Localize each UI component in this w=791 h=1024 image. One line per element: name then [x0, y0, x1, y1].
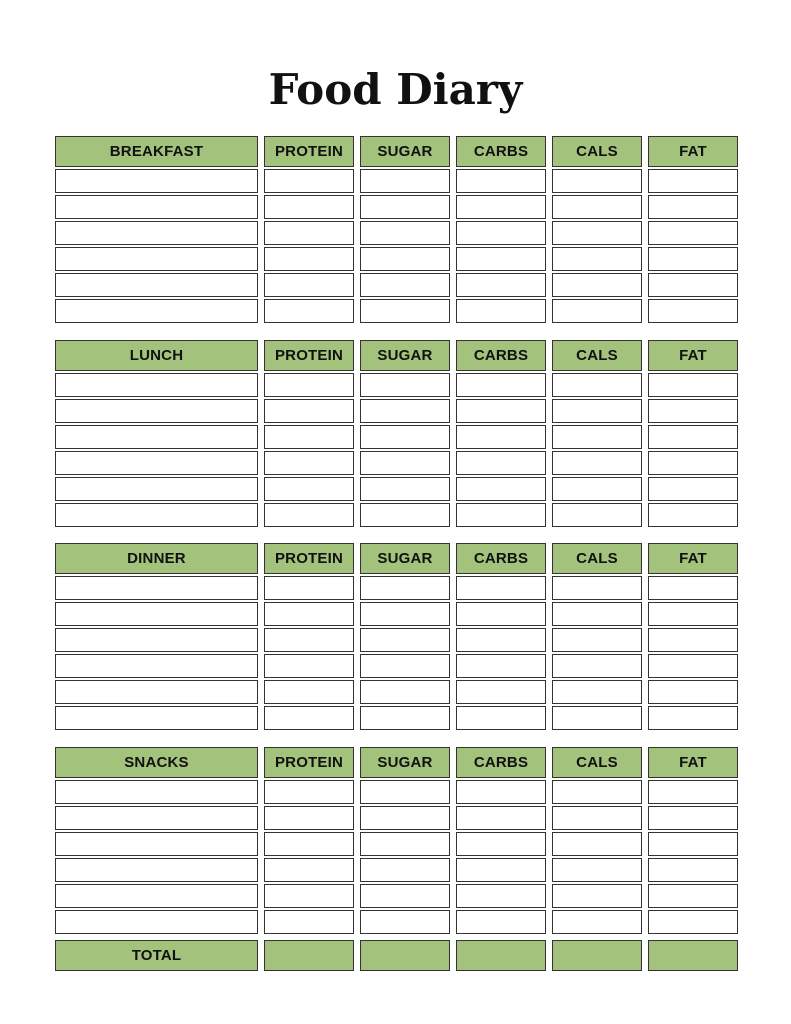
table-row: [55, 503, 738, 529]
carbs-cell[interactable]: [456, 503, 546, 527]
fat-cell[interactable]: [648, 273, 738, 297]
food-item-cell[interactable]: [55, 654, 258, 678]
protein-cell[interactable]: [264, 832, 354, 856]
fat-cell[interactable]: [648, 169, 738, 193]
fat-cell[interactable]: [648, 503, 738, 527]
cals-cell[interactable]: [552, 221, 642, 245]
meal-label: DINNER: [55, 543, 258, 574]
cals-cell[interactable]: [552, 299, 642, 323]
cals-cell[interactable]: [552, 706, 642, 730]
cals-cell[interactable]: [552, 602, 642, 626]
carbs-cell[interactable]: [456, 806, 546, 830]
carbs-cell[interactable]: [456, 910, 546, 934]
protein-cell[interactable]: [264, 425, 354, 449]
cals-cell[interactable]: [552, 273, 642, 297]
protein-cell[interactable]: [264, 273, 354, 297]
fat-cell[interactable]: [648, 477, 738, 501]
sugar-cell[interactable]: [360, 195, 450, 219]
column-header-carbs: CARBS: [456, 340, 546, 371]
fat-cell[interactable]: [648, 858, 738, 882]
cals-cell[interactable]: [552, 628, 642, 652]
food-item-cell[interactable]: [55, 425, 258, 449]
fat-cell[interactable]: [648, 247, 738, 271]
fat-cell[interactable]: [648, 884, 738, 908]
cals-cell[interactable]: [552, 858, 642, 882]
carbs-cell[interactable]: [456, 576, 546, 600]
total-row: [55, 940, 738, 971]
meal-section-breakfast: [55, 136, 738, 325]
sugar-cell[interactable]: [360, 399, 450, 423]
fat-cell[interactable]: [648, 425, 738, 449]
section-header-row: [55, 543, 738, 574]
table-row: [55, 576, 738, 602]
table-row: [55, 399, 738, 425]
food-item-cell[interactable]: [55, 576, 258, 600]
fat-cell[interactable]: [648, 780, 738, 804]
cals-cell[interactable]: [552, 806, 642, 830]
protein-cell[interactable]: [264, 654, 354, 678]
food-item-cell[interactable]: [55, 628, 258, 652]
sugar-cell[interactable]: [360, 169, 450, 193]
table-row: [55, 780, 738, 806]
cals-cell[interactable]: [552, 399, 642, 423]
sugar-cell[interactable]: [360, 373, 450, 397]
food-item-cell[interactable]: [55, 910, 258, 934]
carbs-cell[interactable]: [456, 780, 546, 804]
meal-section-snacks: [55, 747, 738, 936]
fat-cell[interactable]: [648, 680, 738, 704]
carbs-cell[interactable]: [456, 195, 546, 219]
column-header-carbs: CARBS: [456, 136, 546, 167]
column-header-cals: CALS: [552, 747, 642, 778]
column-header-carbs: CARBS: [456, 747, 546, 778]
carbs-cell[interactable]: [456, 399, 546, 423]
cals-cell[interactable]: [552, 425, 642, 449]
section-header-row: [55, 136, 738, 167]
fat-cell[interactable]: [648, 299, 738, 323]
protein-cell[interactable]: [264, 503, 354, 527]
column-header-fat: FAT: [648, 136, 738, 167]
sugar-cell[interactable]: [360, 680, 450, 704]
food-item-cell[interactable]: [55, 884, 258, 908]
food-item-cell[interactable]: [55, 477, 258, 501]
cals-cell[interactable]: [552, 195, 642, 219]
cals-cell[interactable]: [552, 884, 642, 908]
table-row: [55, 806, 738, 832]
table-row: [55, 628, 738, 654]
sugar-cell[interactable]: [360, 425, 450, 449]
cals-cell[interactable]: [552, 503, 642, 527]
carbs-cell[interactable]: [456, 373, 546, 397]
food-item-cell[interactable]: [55, 832, 258, 856]
fat-cell[interactable]: [648, 602, 738, 626]
page-title: Food Diary: [268, 65, 523, 114]
fat-cell[interactable]: [648, 451, 738, 475]
table-row: [55, 299, 738, 325]
carbs-cell[interactable]: [456, 169, 546, 193]
food-item-cell[interactable]: [55, 169, 258, 193]
meal-label: SNACKS: [55, 747, 258, 778]
carbs-cell[interactable]: [456, 451, 546, 475]
food-item-cell[interactable]: [55, 373, 258, 397]
carbs-cell[interactable]: [456, 221, 546, 245]
cals-cell[interactable]: [552, 654, 642, 678]
carbs-cell[interactable]: [456, 602, 546, 626]
food-item-cell[interactable]: [55, 680, 258, 704]
fat-cell[interactable]: [648, 910, 738, 934]
carbs-cell[interactable]: [456, 706, 546, 730]
food-item-cell[interactable]: [55, 706, 258, 730]
total-sugar-cell[interactable]: [360, 940, 450, 971]
sugar-cell[interactable]: [360, 477, 450, 501]
section-header-row: [55, 747, 738, 778]
protein-cell[interactable]: [264, 706, 354, 730]
food-item-cell[interactable]: [55, 602, 258, 626]
sugar-cell[interactable]: [360, 628, 450, 652]
cals-cell[interactable]: [552, 247, 642, 271]
meal-section-lunch: [55, 340, 738, 529]
food-item-cell[interactable]: [55, 399, 258, 423]
sugar-cell[interactable]: [360, 654, 450, 678]
protein-cell[interactable]: [264, 910, 354, 934]
table-row: [55, 680, 738, 706]
total-label: TOTAL: [55, 940, 258, 971]
table-row: [55, 858, 738, 884]
table-row: [55, 425, 738, 451]
carbs-cell[interactable]: [456, 680, 546, 704]
column-header-protein: PROTEIN: [264, 747, 354, 778]
food-item-cell[interactable]: [55, 195, 258, 219]
sugar-cell[interactable]: [360, 858, 450, 882]
column-header-protein: PROTEIN: [264, 543, 354, 574]
section-header-row: [55, 340, 738, 371]
table-row: [55, 706, 738, 732]
sugar-cell[interactable]: [360, 221, 450, 245]
cals-cell[interactable]: [552, 680, 642, 704]
carbs-cell[interactable]: [456, 832, 546, 856]
column-header-carbs: CARBS: [456, 543, 546, 574]
column-header-protein: PROTEIN: [264, 136, 354, 167]
protein-cell[interactable]: [264, 195, 354, 219]
fat-cell[interactable]: [648, 806, 738, 830]
food-item-cell[interactable]: [55, 503, 258, 527]
sugar-cell[interactable]: [360, 503, 450, 527]
cals-cell[interactable]: [552, 576, 642, 600]
fat-cell[interactable]: [648, 221, 738, 245]
meal-label: BREAKFAST: [55, 136, 258, 167]
protein-cell[interactable]: [264, 477, 354, 501]
protein-cell[interactable]: [264, 373, 354, 397]
column-header-cals: CALS: [552, 543, 642, 574]
total-protein-cell[interactable]: [264, 940, 354, 971]
table-row: [55, 451, 738, 477]
table-row: [55, 910, 738, 936]
column-header-cals: CALS: [552, 136, 642, 167]
food-item-cell[interactable]: [55, 858, 258, 882]
table-row: [55, 169, 738, 195]
cals-cell[interactable]: [552, 910, 642, 934]
protein-cell[interactable]: [264, 806, 354, 830]
table-row: [55, 373, 738, 399]
cals-cell[interactable]: [552, 477, 642, 501]
sugar-cell[interactable]: [360, 299, 450, 323]
protein-cell[interactable]: [264, 884, 354, 908]
fat-cell[interactable]: [648, 654, 738, 678]
food-item-cell[interactable]: [55, 806, 258, 830]
sugar-cell[interactable]: [360, 451, 450, 475]
carbs-cell[interactable]: [456, 247, 546, 271]
cals-cell[interactable]: [552, 780, 642, 804]
sugar-cell[interactable]: [360, 273, 450, 297]
cals-cell[interactable]: [552, 832, 642, 856]
sugar-cell[interactable]: [360, 884, 450, 908]
carbs-cell[interactable]: [456, 299, 546, 323]
protein-cell[interactable]: [264, 858, 354, 882]
sugar-cell[interactable]: [360, 832, 450, 856]
column-header-fat: FAT: [648, 340, 738, 371]
sugar-cell[interactable]: [360, 780, 450, 804]
protein-cell[interactable]: [264, 299, 354, 323]
sugar-cell[interactable]: [360, 602, 450, 626]
table-row: [55, 654, 738, 680]
meal-section-dinner: [55, 543, 738, 732]
sugar-cell[interactable]: [360, 247, 450, 271]
carbs-cell[interactable]: [456, 654, 546, 678]
fat-cell[interactable]: [648, 832, 738, 856]
column-header-sugar: SUGAR: [360, 747, 450, 778]
table-row: [55, 477, 738, 503]
column-header-fat: FAT: [648, 543, 738, 574]
table-row: [55, 195, 738, 221]
carbs-cell[interactable]: [456, 628, 546, 652]
column-header-cals: CALS: [552, 340, 642, 371]
total-cals-cell[interactable]: [552, 940, 642, 971]
protein-cell[interactable]: [264, 680, 354, 704]
protein-cell[interactable]: [264, 221, 354, 245]
protein-cell[interactable]: [264, 628, 354, 652]
fat-cell[interactable]: [648, 373, 738, 397]
carbs-cell[interactable]: [456, 477, 546, 501]
protein-cell[interactable]: [264, 602, 354, 626]
protein-cell[interactable]: [264, 399, 354, 423]
food-item-cell[interactable]: [55, 299, 258, 323]
fat-cell[interactable]: [648, 628, 738, 652]
table-row: [55, 247, 738, 273]
sugar-cell[interactable]: [360, 806, 450, 830]
carbs-cell[interactable]: [456, 425, 546, 449]
table-row: [55, 884, 738, 910]
cals-cell[interactable]: [552, 373, 642, 397]
sugar-cell[interactable]: [360, 910, 450, 934]
food-item-cell[interactable]: [55, 247, 258, 271]
cals-cell[interactable]: [552, 169, 642, 193]
protein-cell[interactable]: [264, 169, 354, 193]
protein-cell[interactable]: [264, 780, 354, 804]
total-fat-cell[interactable]: [648, 940, 738, 971]
column-header-fat: FAT: [648, 747, 738, 778]
carbs-cell[interactable]: [456, 884, 546, 908]
protein-cell[interactable]: [264, 451, 354, 475]
food-item-cell[interactable]: [55, 451, 258, 475]
table-row: [55, 602, 738, 628]
fat-cell[interactable]: [648, 399, 738, 423]
meal-label: LUNCH: [55, 340, 258, 371]
column-header-sugar: SUGAR: [360, 340, 450, 371]
table-row: [55, 832, 738, 858]
food-item-cell[interactable]: [55, 780, 258, 804]
table-row: [55, 221, 738, 247]
sugar-cell[interactable]: [360, 576, 450, 600]
food-item-cell[interactable]: [55, 221, 258, 245]
sugar-cell[interactable]: [360, 706, 450, 730]
column-header-sugar: SUGAR: [360, 543, 450, 574]
fat-cell[interactable]: [648, 706, 738, 730]
column-header-sugar: SUGAR: [360, 136, 450, 167]
carbs-cell[interactable]: [456, 273, 546, 297]
carbs-cell[interactable]: [456, 858, 546, 882]
fat-cell[interactable]: [648, 576, 738, 600]
column-header-protein: PROTEIN: [264, 340, 354, 371]
fat-cell[interactable]: [648, 195, 738, 219]
table-row: [55, 273, 738, 299]
protein-cell[interactable]: [264, 247, 354, 271]
total-carbs-cell[interactable]: [456, 940, 546, 971]
cals-cell[interactable]: [552, 451, 642, 475]
protein-cell[interactable]: [264, 576, 354, 600]
food-item-cell[interactable]: [55, 273, 258, 297]
